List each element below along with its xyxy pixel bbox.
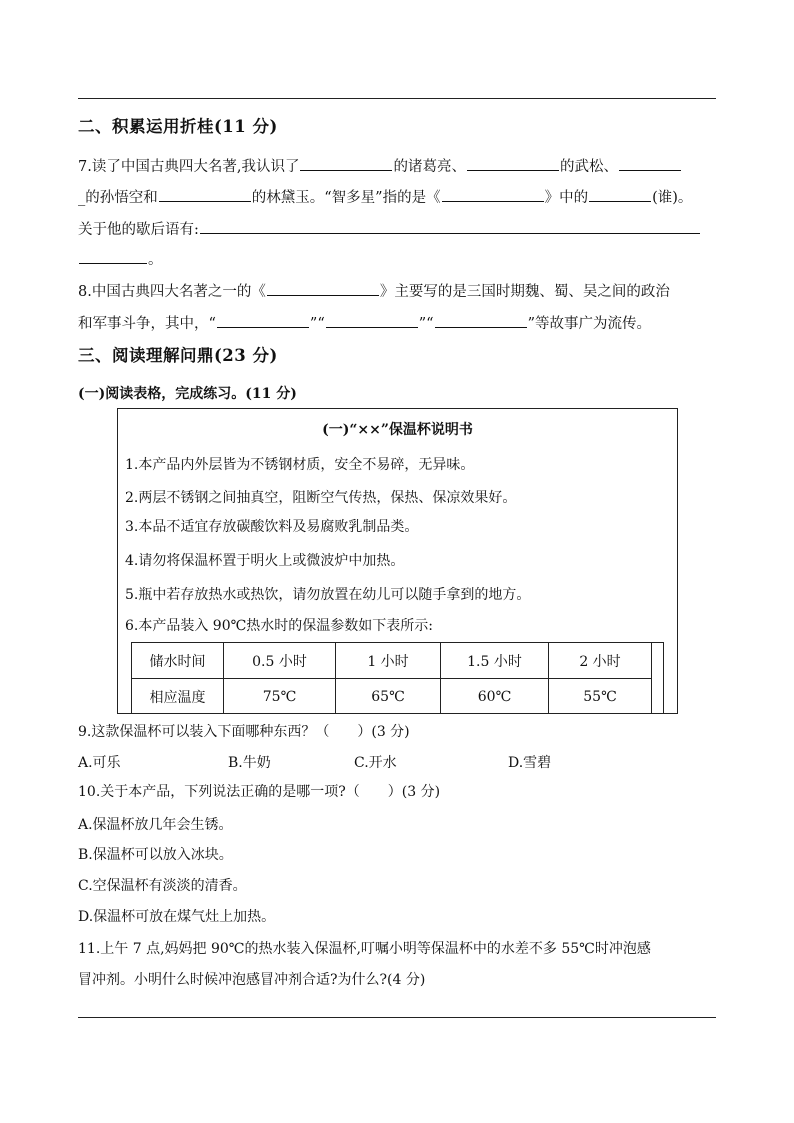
question-7-line-3: 关于他的歇后语有: (78, 218, 701, 240)
manual-item-1: 1.本产品内外层皆为不锈钢材质，安全不易碎，无异味。 (125, 457, 475, 473)
answer-blank[interactable] (159, 186, 251, 202)
table-header-cell: 储水时间 (132, 643, 224, 679)
table-cell: 75℃ (224, 679, 336, 715)
table-cell: 2 小时 (549, 643, 652, 679)
table-header-cell: 相应温度 (132, 679, 224, 715)
table-cell: 0.5 小时 (224, 643, 336, 679)
question-7-line-1: 7.读了中国古典四大名著,我认识了 的诸葛亮、 的武松、 (78, 155, 682, 177)
answer-blank[interactable] (79, 248, 147, 264)
manual-item-6: 6.本产品装入 90℃热水时的保温参数如下表所示: (125, 618, 433, 634)
question-10-stem: 10.关于本产品，下列说法正确的是哪一项?（ ）(3 分) (78, 784, 441, 800)
manual-item-2: 2.两层不锈钢之间抽真空，阻断空气传热，保热、保凉效果好。 (125, 490, 517, 506)
manual-title: (一)“××”保温杯说明书 (322, 422, 473, 438)
product-manual-box (117, 408, 678, 714)
question-9-stem: 9.这款保温杯可以装入下面哪种东西？（ ）(3 分) (78, 724, 410, 740)
question-11-line-2: 冒冲剂。小明什么时候冲泡感冒冲剂合适?为什么?(4 分) (78, 972, 426, 988)
answer-blank[interactable] (467, 155, 559, 171)
question-11-line-1: 11.上午 7 点,妈妈把 90℃的热水装入保温杯,叮嘱小明等保温杯中的水差不多 55℃时冲泡感 (78, 941, 651, 957)
option-c[interactable]: C.空保温杯有淡淡的清香。 (78, 878, 247, 894)
option-c[interactable]: C.开水 (354, 755, 397, 771)
option-b[interactable]: B.牛奶 (228, 755, 271, 771)
option-b[interactable]: B.保温杯可以放入冰块。 (78, 847, 233, 863)
answer-blank[interactable] (442, 186, 544, 202)
top-rule (78, 98, 716, 99)
table-cell: 1 小时 (336, 643, 441, 679)
table-cell: 60℃ (441, 679, 549, 715)
table-cell: 65℃ (336, 679, 441, 715)
answer-blank[interactable] (435, 312, 527, 328)
table-row (132, 643, 664, 679)
table-row (132, 679, 664, 715)
answer-blank[interactable] (300, 155, 392, 171)
manual-item-3: 3.本品不适宜存放碳酸饮料及易腐败乳制品类。 (125, 519, 419, 535)
answer-blank[interactable] (619, 155, 681, 171)
manual-item-5: 5.瓶中若存放热水或热饮，请勿放置在幼儿可以随手拿到的地方。 (125, 587, 531, 603)
reading-subheading: (一)阅读表格，完成练习。(11 分) (78, 386, 297, 402)
manual-item-4: 4.请勿将保温杯置于明火上或微波炉中加热。 (125, 553, 405, 569)
table-spacer-cell (652, 643, 664, 715)
answer-blank[interactable] (589, 186, 651, 202)
option-d[interactable]: D.雪碧 (508, 755, 552, 771)
bottom-rule (78, 1017, 716, 1018)
question-8-line-1: 8.中国古典四大名著之一的《 》主要写的是三国时期魏、蜀、吴之间的政治 (78, 280, 670, 302)
option-a[interactable]: A.可乐 (78, 755, 121, 771)
option-a[interactable]: A.保温杯放几年会生锈。 (78, 817, 233, 833)
section-heading-accumulation: 二、积累运用折桂(11 分) (78, 117, 278, 136)
answer-blank[interactable] (267, 280, 379, 296)
table-cell: 55℃ (549, 679, 652, 715)
insulation-parameter-table (131, 642, 664, 714)
table-cell: 1.5 小时 (441, 643, 549, 679)
answer-blank[interactable] (217, 312, 309, 328)
question-8-line-2: 和军事斗争，其中，“ ”“ ”“ ”等故事广为流传。 (78, 312, 651, 334)
question-7-line-4: 。 (78, 248, 163, 270)
option-d[interactable]: D.保温杯可放在煤气灶上加热。 (78, 909, 276, 925)
section-heading-reading: 三、阅读理解问鼎(23 分) (78, 346, 278, 365)
answer-blank[interactable] (200, 218, 700, 234)
answer-blank[interactable] (326, 312, 418, 328)
question-7-line-2: _的孙悟空和 的林黛玉。“智多星”指的是《 》中的 (谁)。 (78, 186, 692, 208)
